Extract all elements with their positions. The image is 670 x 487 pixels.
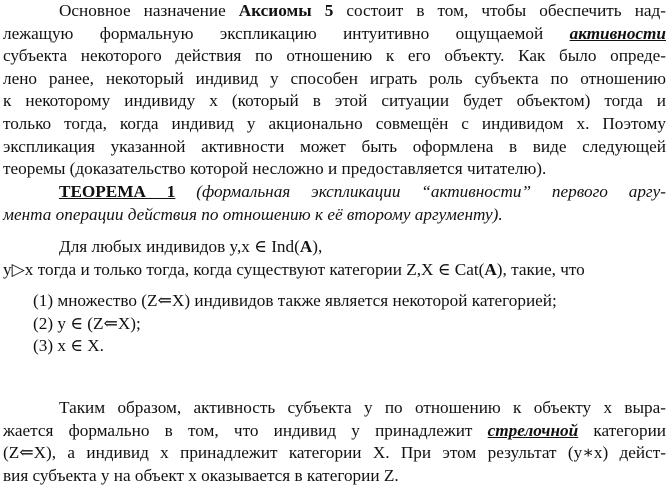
axiom-reference: Аксиомы 5 (238, 1, 334, 20)
text-line: к некоторому индивиду x (который в этой ситуации будет объектом) тогда и (3, 91, 666, 111)
theorem-heading (3, 181, 666, 226)
text-line (3, 259, 666, 282)
theorem-conditions (3, 290, 666, 358)
theorem-title: ТЕОРЕМА 1 (59, 182, 176, 201)
text-run: ), (312, 237, 323, 256)
text-line (3, 236, 666, 259)
text-line (3, 0, 666, 23)
text-line: (Z⇐X), а индивид x принадлежит категории X. При этом результат (y∗x) дейст- (3, 443, 666, 463)
text-run: y▷x тогда и только тогда, когда существуют категории Z,X ∈ Cat( (3, 259, 485, 279)
structure-symbol: A (484, 259, 497, 279)
text-line: субъекта некоторого действия по отношению к его объекту. Как было опреде- (3, 46, 666, 66)
text-line: только тогда, когда индивид y акционально совмещён с индивидом x. Поэтому (3, 113, 666, 133)
text-line: теоремы (доказательство которой несложно и предоставляется читателю). (3, 159, 547, 179)
text-line (3, 420, 666, 443)
emphasized-term: стрелочной (487, 420, 579, 440)
structure-symbol: A (299, 237, 313, 256)
text-run: ), такие, что (496, 259, 585, 279)
theorem-caption: (формальная экспликации “активности” первого аргу- (175, 182, 666, 201)
text-line: мента операции действия по отношению к её второму аргументу). (3, 204, 503, 224)
emphasized-term: активности (569, 23, 666, 43)
text-line: вия субъекта y на объект x оказывается в категории Z. (3, 465, 399, 485)
text-line: Таким образом, активность субъекта y по отношению к объекту x выра- (59, 398, 666, 417)
text-line (3, 23, 666, 46)
text-line: экспликация указанной активности может быть оформлена в виде следующей (3, 136, 666, 156)
paragraph-axiom-purpose (3, 0, 666, 181)
theorem-statement (3, 236, 666, 281)
text-run: жается формально в том, что индивид y принадлежит (3, 420, 488, 440)
condition-item: (2) y ∈ (Z⇐X); (33, 313, 141, 333)
text-line: лено ранее, некоторый индивид y способен играть роль субъекта по отношению (3, 68, 666, 88)
text-run: категории (578, 420, 666, 440)
text-run: Для любых индивидов y,x ∈ Ind( (59, 237, 300, 256)
condition-item: (1) множество (Z⇐X) индивидов также является некоторой категорией; (33, 291, 557, 310)
text-run: лежащую формальную экспликацию интуитивно ощущаемой (3, 23, 570, 43)
text-run: Основное назначение (59, 1, 239, 20)
text-line (3, 181, 666, 204)
paragraph-conclusion (3, 397, 666, 487)
condition-item: (3) x ∈ X. (33, 336, 104, 356)
text-run: состоит в том, чтобы обеспечить над- (333, 1, 666, 20)
